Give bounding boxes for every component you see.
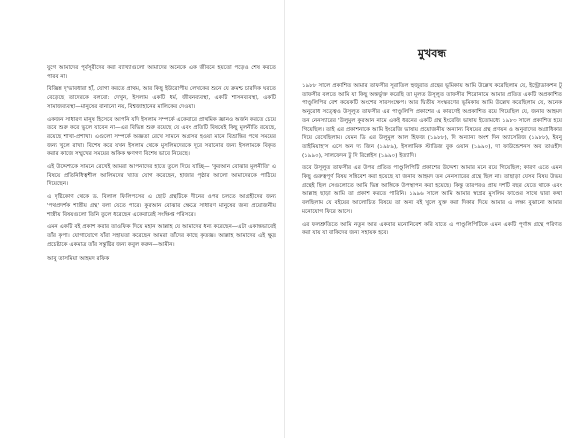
page-gutter bbox=[284, 0, 285, 438]
signature: আবু তাসমিয়া আহমদ রফিক bbox=[47, 256, 110, 263]
left-paragraph-6: এমন একটি বই প্রকাশ করার তাওফিক দিয়ে মহান আল্লাহ যে আমাদের ধন্য করেছেন—এটা একান্তভাবেই তাঁর কৃপা। যোগাযোগে যাঁরা সহায়তা করেছেন আমরা তাঁদের কাছে কৃতজ্ঞ। আল্লাহ আমাদের এই ক্ষুদ্র প্রচেষ্টাকে একমাত্র তাঁর সন্তুষ্টির জন্য কবুল করুন—আমীন। bbox=[47, 224, 276, 248]
page-heading: মুখবন্ধ bbox=[417, 47, 447, 60]
left-paragraph-2: বিজ্ঞিন্ন দৃ'ভাবধারা হাঁ, যোগা করতে প্রাথম, আর কিছু ইউরোপীয় লেখকের শুনে যে ক্রমশ্চ চারদিক ঘরতে বেড়েছে তাদেরকে বলবো: দেখুন, ইসলাম একটি ধর্ম, জীবনব্যবস্থা, একটি শাসনব্যবস্থা, একটি সামাজব্যবস্থা—মানুষের বানানো নয়, বিশ্বজাহানের মালিকের দেওয়া। bbox=[47, 86, 276, 110]
left-paragraph-5: এ দৃষ্টিকোণ থেকে ড. বিলাল ফিলিপসের এ ছোট গ্রন্থটিকে দীনের ওপর চলতে আগ্রহীদের জন্য 'পথপ্রদর্শক শাস্ত্রীয় গ্রন্থ' বলা যেতে পারে। কুরআন বোঝার ক্ষেত্রে সাধারণ মানুষের জন্য প্রয়োজনীয় শাস্ত্রীয় বিষয়গুলো তিনি তুলে ধরেছেন একেবারেই সংক্ষিপ্ত পরিসরে। bbox=[47, 194, 276, 218]
left-paragraph-3: একজন সাধারণ মানুষ হিসেবে আপনি যদি ইসলাম সম্পর্কে একেবারে প্রাথমিক জ্ঞানও অর্জন করতে চেয়ে তবে শুরু করে ভুলে যাবেন না—এর বিভিন্ন শুরু রয়েছে যে এবং প্রতিটি বিষয়েই কিছু মূলনীতি রয়েছে, রয়েছে শাখা-প্রশাখা। এগুলো সম্পর্কে অজ্ঞতা রেখে সামনে অগ্রসর হওয়া মানে বিভ্রান্তির পথে সময়ের জন্য খুলে রাখা। বিশেষ করে যখন ইসলাম থেকে মুসলিমদেরকে দূরে সরানোর জন্য ইসলামকে বিকৃত করার কাজে সম্মুখের সময়ের অকিক ক্ষণগণ বিশেষ ভাবে নিয়েছে। bbox=[47, 116, 276, 158]
left-paragraph-1: যুগে আমাদের পূর্বসূরীদের করা ব্যাখ্যাগুলো আমাদের অনেকে এক জীবনে হয়তো পড়েও শেষ করতে পারব না। bbox=[47, 65, 276, 80]
left-paragraph-4: এই উদ্দেশ্যকে সামনে রেখেই আমরা আপনাদের হাতে তুলে দিয়ে যাচ্ছি— 'কুরআন বোঝার মূলনীতি' এ বিষয়ে প্রতিনিধিত্বশীল আলিমদের খ্যাত যোগ করেছেন, হাজার পৃষ্ঠার আলো আমাদেরকে পাঠিয়ে দিয়েছেন। bbox=[47, 164, 276, 188]
right-paragraph-1: ১৯৮৮ সালে প্রকাশিত আমার তাফসীর সূরাতিল হুজুরাত গ্রন্থের ভূমিকায় আমি উল্লেখ করেছিলাম যে, ইন্ট্রোডাকশন টু তাফসীর বলতে আমি যা কিছু অন্তর্ভুক্ত করেছি তা মূলত উসূলুত তাফসীর শিরোনামে আমার প্রতিত একটি অপ্রকাশিত পাণ্ডুলিপির বেশ কয়েকটি অংশের সারসংক্ষেপ। আর দ্বিতীয় সংস্করণের ভূমিকায় আমি উল্লেখ করেছিলাম যে, অনেক অনুরোধ সত্ত্বেও উসূলুত তাফসীর এর পাণ্ডুলিপি প্রকাশের এ কারণেই অপ্রকাশিত রয়ে গিয়েছিল যে, জনাব আহমদ তন নেনস্যারের 'উলুমুল কুরআন নামে একই ধরনের একটি গ্রন্থ ইংরেজি ভাষায় ইতোমধ্যে ১৯৮৩ সালে প্রকাশিত হয়ে গিয়েছিল। তাই এর প্রকাশনাকে আমি ইংরেজি ভাষায় প্রয়োজনীয় অন্যান্য বিষয়ের গ্রন্থ প্রণয়ন ও অনুবাদের অগ্রাধিকার দিয়ে রেখেছিলাম। যেমন ডি এর উলুমুল আল হিফজ (১৯৮৮), দি অন্যান্য অংশ দিন অ্যাসেরিজ (১৯৮৮), ইবনু তাইমিয়াহ'স এসে অন দ্য জিন (১৯৮৯), ইসলামিক স্টাডিজ বুক ওয়ান (১৯৯০), দা ফাউন্ডেশনস অব তাওহীদ (১৯৯০), সালফেদন টু দি রিপ্লেইস (১৯৯০) ইত্যাদি। bbox=[302, 83, 562, 159]
right-page bbox=[286, 0, 570, 438]
left-page bbox=[0, 0, 284, 438]
right-paragraph-2: তবে উসূলুত তাফসীর এর উপর প্রতিত পাণ্ডুলিপিটি প্রকাশের উদ্দেশ্য আমার মনে রয়ে গিয়েছিল; কারণ এতে এমন কিছু গুরুত্বপূর্ণ বিষয় সন্নিবেশ করা হয়েছে যা জনাব আহমদ তন নেনস্যারের গ্রন্থে ছিল না। তাছাড়া যেসব বিষয় উভয় গ্রন্থেই ছিল সেগুলোতে আমি ভিন্ন আঙ্গিকে উপস্থাপন করা হয়েছে। কিন্তু তারপরও প্রায় দশটি বছর যেতে থাকে এবং আল্লাহ ছাড়া আমি তা প্রকাশ করতে পারিনি। ১৯৯৬ সালে আমি আমার স্বপ্নের মুসলিম ফাণ্ডের সাথে দ্বারা কথা বলছিলাম যে বইয়ের আলোচিত বিষয়ে তা অন্য বই খুলে যুক্ত করা দিকার দিয়ে আমার এ লক্ষ্য বুঝানো আমার মনোযোগ ফিরে আসে। bbox=[302, 165, 562, 215]
right-paragraph-3: এর ফলশ্রুতিতে আমি নতুন আর একবার মনোনিবেশ করি যাতে এ পাণ্ডুলিপিটিকে এমন একটি পূর্ণাঙ্গ গ্রন্থে পরিণত করা যায় যা বাকিদের জন্য সহায়ক হবে। bbox=[302, 221, 562, 237]
